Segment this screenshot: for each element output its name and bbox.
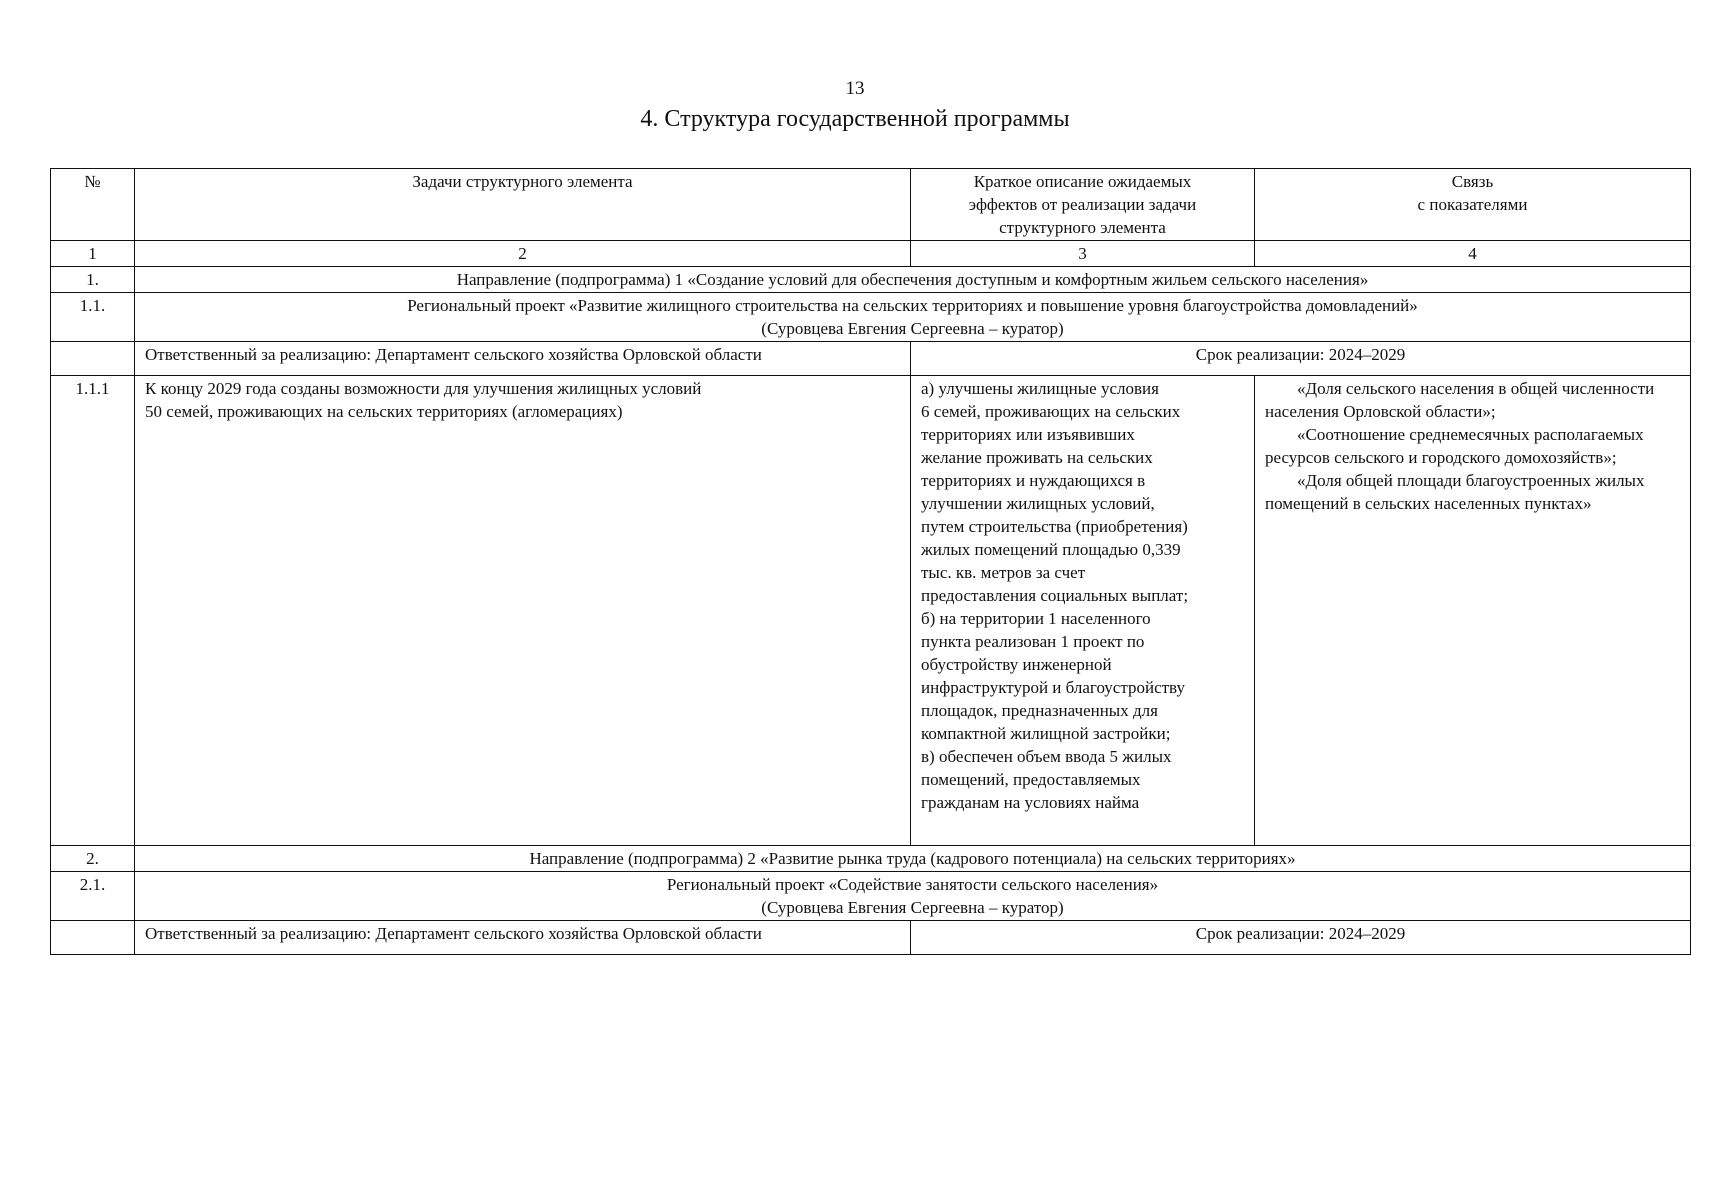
header-tasks: Задачи структурного элемента	[135, 169, 911, 241]
table-header-row	[51, 169, 1691, 241]
document-title: 4. Структура государственной программы	[640, 106, 1070, 132]
empty-cell	[51, 921, 135, 955]
row-number: 1.1.1	[51, 376, 135, 846]
column-number-row	[51, 241, 1691, 267]
indicator-item: «Доля общей площади благоустроенных жилых помещений в сельских населенных пунктах»	[1265, 471, 1645, 513]
row-number: 2.	[51, 846, 135, 872]
row-number: 2.1.	[51, 872, 135, 921]
project-curator: (Суровцева Евгения Сергеевна – куратор)	[761, 898, 1064, 917]
column-number: 2	[135, 241, 911, 267]
structure-table	[50, 168, 1691, 955]
task-description: К концу 2029 года созданы возможности для улучшения жилищных условий 50 семей, проживающих на сельских территориях (агломерациях)	[135, 376, 911, 846]
project-curator: (Суровцева Евгения Сергеевна – куратор)	[761, 319, 1064, 338]
header-indicators: Связь с показателями	[1255, 169, 1691, 241]
project-row	[51, 293, 1691, 342]
task-row	[51, 376, 1691, 846]
column-number: 4	[1255, 241, 1691, 267]
empty-cell	[51, 342, 135, 376]
indicators-cell	[1255, 376, 1691, 846]
responsible-row	[51, 921, 1691, 955]
column-number: 1	[51, 241, 135, 267]
project-cell	[135, 872, 1691, 921]
header-number: №	[51, 169, 135, 241]
row-number: 1.1.	[51, 293, 135, 342]
direction-row	[51, 846, 1691, 872]
row-number: 1.	[51, 267, 135, 293]
implementation-term: Срок реализации: 2024–2029	[911, 342, 1691, 376]
responsible-executor: Ответственный за реализацию: Департамент сельского хозяйства Орловской области	[135, 921, 911, 955]
column-number: 3	[911, 241, 1255, 267]
direction-title: Направление (подпрограмма) 1 «Создание условий для обеспечения доступным и комфортным жильем сельского населения»	[135, 267, 1691, 293]
project-title: Региональный проект «Содействие занятости сельского населения»	[666, 875, 1159, 894]
project-cell	[135, 293, 1691, 342]
direction-title: Направление (подпрограмма) 2 «Развитие рынка труда (кадрового потенциала) на сельских территориях»	[135, 846, 1691, 872]
indicator-item: «Соотношение среднемесячных располагаемых ресурсов сельского и городского домохозяйств»;	[1265, 425, 1644, 467]
direction-row	[51, 267, 1691, 293]
responsible-executor: Ответственный за реализацию: Департамент сельского хозяйства Орловской области	[135, 342, 911, 376]
indicator-item: «Доля сельского населения в общей численности населения Орловской области»;	[1265, 379, 1655, 421]
expected-effects: а) улучшены жилищные условия 6 семей, проживающих на сельских территориях или изъявивших желание проживать на сельских территориях и нуждающихся в улучшении жилищных условий, путем строительства (приобретения) жилых помещений площадью 0,339 тыс. кв. метров за счет предоставления социальных выплат; б) на территории 1 населенного пункта реализован 1 проект по обустройству инженерной инфраструктурой и благоустройству площадок, предназначенных для компактной жилищной застройки; в) обеспечен объем ввода 5 жилых помещений, предоставляемых гражданам на условиях найма	[911, 376, 1255, 846]
project-row	[51, 872, 1691, 921]
implementation-term: Срок реализации: 2024–2029	[911, 921, 1691, 955]
header-effects: Краткое описание ожидаемых эффектов от реализации задачи структурного элемента	[911, 169, 1255, 241]
page-number: 13	[845, 78, 865, 99]
project-title: Региональный проект «Развитие жилищного строительства на сельских территориях и повышение уровня благоустройства домовладений»	[407, 296, 1418, 315]
responsible-row	[51, 342, 1691, 376]
